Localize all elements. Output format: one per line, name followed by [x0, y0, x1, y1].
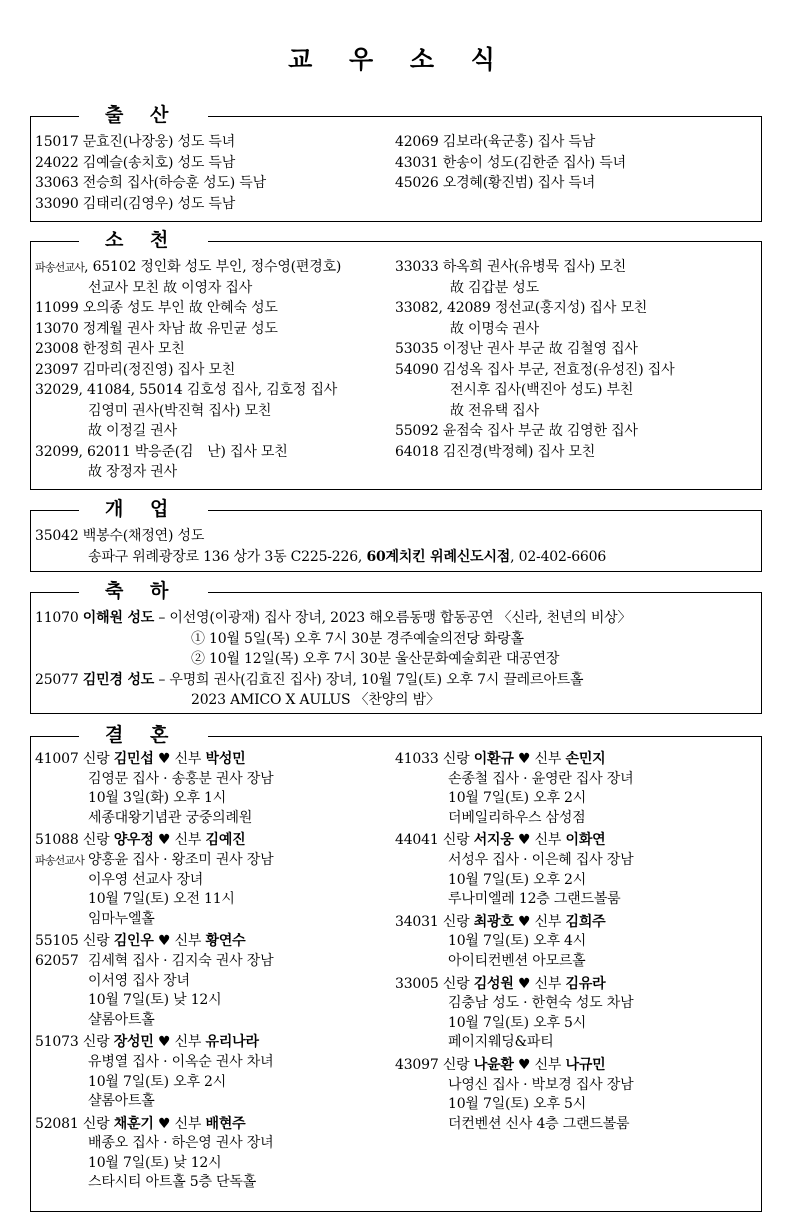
bride-label: 신부	[174, 1034, 202, 1051]
bride-label: 신부	[534, 751, 562, 767]
congrats-name: 김민경 성도	[82, 671, 155, 688]
groom-name: 김성원	[473, 975, 514, 992]
congrats-entry	[35, 608, 759, 629]
death-entry	[395, 442, 761, 463]
wedding-id: 55105	[35, 933, 79, 950]
birth-heading: 출 산	[79, 103, 208, 127]
wedding-detail-text: 김충남 성도 · 한현숙 성도 차남	[448, 995, 634, 1012]
bride-label: 신부	[534, 975, 562, 992]
groom-name: 나윤환	[473, 1056, 514, 1073]
birth-entry: 42069 김보라(육군홍) 집사 득남	[395, 134, 596, 150]
wedding-detail	[35, 1173, 395, 1193]
congrats-id: 11070	[35, 610, 83, 626]
congrats-column	[35, 608, 759, 711]
death-entry	[35, 339, 395, 360]
wedding-couple	[35, 1033, 395, 1053]
death-entry	[35, 278, 395, 299]
bride-name: 배현주	[205, 1115, 246, 1132]
wedding-detail-text: 더베일리하우스 삼성점	[448, 809, 586, 826]
bride-label: 신부	[174, 751, 202, 767]
wedding-detail	[35, 789, 395, 809]
death-entry-text: 64018 김진경(박정혜) 집사 모친	[395, 443, 596, 460]
wedding-detail	[35, 1092, 395, 1112]
wedding-detail	[35, 890, 395, 910]
business-heading: 개 업	[79, 497, 208, 521]
wedding-detail	[35, 1011, 395, 1031]
wedding-detail-text: 페이지웨딩&파티	[448, 1034, 554, 1051]
wedding-detail	[35, 910, 395, 930]
groom-label: 신랑	[82, 1115, 110, 1132]
groom-label: 신랑	[82, 751, 110, 767]
heart-icon: ♥	[157, 933, 171, 950]
business-address	[35, 547, 755, 568]
death-entry-text: 23097 김마리(정진영) 집사 모친	[35, 361, 236, 378]
wedding-couple	[35, 932, 395, 952]
bride-name: 유리나라	[205, 1034, 259, 1051]
wedding-couple	[395, 750, 761, 770]
groom-name: 최광호	[473, 913, 514, 930]
wedding-id: 52081	[35, 1115, 79, 1132]
death-entry	[35, 380, 395, 401]
groom-name: 서지웅	[473, 832, 514, 849]
congrats-text: – 우명희 권사(김효진 집사) 장녀, 10월 7일(토) 오후 7시 끌레르아트홀	[154, 671, 584, 688]
death-entry-text: 32029, 41084, 55014 김호성 집사, 김호정 집사	[35, 382, 338, 398]
wedding-detail	[35, 871, 395, 891]
wedding-id: 44041	[395, 832, 439, 849]
wedding-couple	[395, 1056, 761, 1076]
wedding-detail	[395, 851, 761, 871]
wedding-detail	[395, 1076, 761, 1096]
missionary-tag: 파송선교사	[35, 853, 85, 867]
heart-icon: ♥	[157, 1034, 171, 1051]
wedding-detail	[395, 952, 761, 972]
bride-name: 박성민	[205, 751, 246, 767]
heart-icon: ♥	[517, 975, 531, 992]
birth-entry: 43031 한송이 성도(김한준 집사) 득녀	[395, 154, 626, 171]
heart-icon: ♥	[517, 751, 531, 767]
death-entry-text: 故 장정자 권사	[88, 464, 177, 480]
groom-label: 신랑	[82, 1034, 110, 1051]
death-entry-text: 故 김갑분 성도	[450, 279, 539, 296]
wedding-couple	[395, 831, 761, 851]
wedding-detail-text: 양홍윤 집사 · 왕조미 권사 장남	[88, 851, 274, 868]
death-entry	[395, 298, 761, 319]
heart-icon: ♥	[157, 832, 171, 849]
bride-name: 김유라	[565, 975, 606, 992]
wedding-detail	[35, 1134, 395, 1154]
wedding-detail-text: 샬롬아트홀	[88, 1011, 155, 1028]
wedding-detail	[395, 789, 761, 809]
death-section	[30, 229, 762, 490]
wedding-detail	[395, 890, 761, 910]
death-entry-text: 故 전유택 집사	[450, 402, 539, 419]
wedding-detail	[395, 1014, 761, 1034]
heart-icon: ♥	[517, 832, 531, 849]
wedding-detail	[395, 809, 761, 829]
business-store-name: 60계치킨 위례신도시점	[366, 548, 511, 565]
birth-entry: 24022 김예슬(송치호) 성도 득남	[35, 154, 236, 171]
wedding-detail	[35, 1053, 395, 1073]
death-entry-text: 김영미 권사(박진혁 집사) 모친	[88, 402, 272, 419]
congrats-detail: 2023 AMICO X AULUS 〈찬양의 밤〉	[191, 692, 440, 708]
death-entry	[395, 360, 761, 381]
death-entry-text: 13070 정계월 권사 차남 故 유민균 성도	[35, 320, 278, 337]
bride-label: 신부	[174, 1115, 202, 1132]
heart-icon: ♥	[517, 913, 531, 930]
bride-name: 황연수	[205, 933, 246, 950]
wedding-entry	[395, 1056, 761, 1134]
wedding-detail-text: 10월 7일(토) 낮 12시	[88, 1154, 222, 1171]
death-entry-text: 故 이정길 권사	[88, 423, 177, 439]
wedding-detail-text: 유병열 집사 · 이옥순 권사 차녀	[88, 1053, 274, 1070]
wedding-detail	[395, 871, 761, 891]
death-entry-text: 23008 한정희 권사 모친	[35, 341, 185, 357]
wedding-detail	[35, 972, 395, 992]
death-entry	[395, 339, 761, 360]
wedding-detail-text: 10월 7일(토) 오후 2시	[448, 790, 587, 807]
wedding-section	[30, 724, 762, 1212]
page-title: 교 우 소 식	[288, 45, 509, 74]
congrats-id: 25077	[35, 671, 83, 688]
wedding-detail-text: 10월 7일(토) 오후 2시	[448, 871, 587, 888]
wedding-id: 62057	[35, 952, 79, 969]
bride-name: 나규민	[565, 1056, 606, 1073]
death-right-column	[395, 257, 761, 462]
wedding-detail	[35, 809, 395, 829]
wedding-entry	[35, 932, 395, 1030]
business-line: 35042 백봉수(채정연) 성도	[35, 528, 205, 544]
death-entry	[395, 278, 761, 299]
groom-label: 신랑	[442, 1056, 470, 1073]
groom-label: 신랑	[442, 751, 470, 767]
wedding-left-column	[35, 750, 395, 1196]
wedding-detail	[395, 1095, 761, 1115]
wedding-detail-text: 스타시티 아트홀 5층 단독홀	[88, 1174, 257, 1191]
death-entry-text: 11099 오의종 성도 부인 故 안혜숙 성도	[35, 300, 278, 316]
wedding-id: 33005	[395, 975, 439, 992]
wedding-detail-text: 10월 3일(화) 오후 1시	[88, 790, 227, 807]
wedding-detail-text: 서성우 집사 · 이은혜 집사 장남	[448, 851, 634, 868]
death-entry-text: , 65102 정인화 성도 부인, 정수영(편경호)	[84, 259, 342, 275]
groom-name: 김인우	[113, 933, 154, 950]
groom-name: 장성민	[113, 1034, 154, 1051]
groom-name: 채훈기	[113, 1115, 154, 1132]
groom-label: 신랑	[82, 933, 110, 950]
wedding-id: 43097	[395, 1056, 439, 1073]
wedding-detail-text: 샬롬아트홀	[88, 1093, 155, 1110]
death-entry	[35, 298, 395, 319]
death-entry	[35, 257, 395, 278]
death-entry	[35, 360, 395, 381]
death-entry	[35, 401, 395, 422]
wedding-detail-text: 10월 7일(토) 오전 11시	[88, 891, 235, 908]
death-entry-text: 전시후 집사(백진아 성도) 부친	[450, 382, 634, 398]
death-entry	[395, 257, 761, 278]
heart-icon: ♥	[517, 1056, 531, 1073]
wedding-detail	[35, 770, 395, 790]
bride-label: 신부	[174, 832, 202, 849]
bride-name: 김예진	[205, 832, 246, 849]
wedding-id: 51073	[35, 1034, 79, 1051]
congrats-detail: ① 10월 5일(목) 오후 7시 30분 경주예술의전당 화랑홀	[191, 630, 524, 647]
wedding-entry	[395, 975, 761, 1053]
wedding-detail-text: 10월 7일(토) 낮 12시	[88, 992, 222, 1009]
death-heading: 소 천	[79, 228, 208, 252]
wedding-couple	[395, 913, 761, 933]
wedding-entry	[395, 913, 761, 972]
congrats-heading: 축 하	[79, 579, 208, 603]
bride-label: 신부	[534, 1056, 562, 1073]
business-section	[30, 498, 762, 572]
bride-name: 김희주	[565, 913, 606, 930]
birth-entry: 33063 전승희 집사(하승훈 성도) 득남	[35, 175, 266, 191]
wedding-detail-text: 루나미엘레 12층 그랜드볼룸	[448, 891, 621, 908]
bride-name: 손민지	[565, 751, 606, 767]
birth-entry: 15017 문효진(나장웅) 성도 득녀	[35, 134, 236, 150]
wedding-right-column	[395, 750, 761, 1137]
business-column	[35, 526, 755, 567]
wedding-heading: 결 혼	[79, 723, 208, 747]
death-entry	[35, 421, 395, 442]
wedding-entry	[395, 831, 761, 909]
bride-label: 신부	[174, 933, 202, 950]
groom-label: 신랑	[442, 975, 470, 992]
wedding-detail-text: 김세혁 집사 · 김지숙 권사 장남	[88, 952, 274, 969]
wedding-detail	[395, 770, 761, 790]
birth-right-column	[395, 132, 761, 194]
congrats-detail: ② 10월 12일(목) 오후 7시 30분 울산문화예술회관 대공연장	[191, 651, 560, 667]
death-entry-text: 53035 이정난 권사 부군 故 김철영 집사	[395, 341, 638, 357]
death-entry-text: 54090 김성옥 집사 부군, 전효정(유성진) 집사	[395, 361, 675, 378]
wedding-couple	[35, 750, 395, 770]
groom-name: 김민섭	[113, 751, 154, 767]
wedding-detail-text: 아이티컨벤션 아모르홀	[448, 952, 586, 969]
business-phone: , 02-402-6606	[510, 548, 607, 565]
wedding-detail-text: 임마누엘홀	[88, 910, 155, 927]
death-entry-text: 33033 하옥희 권사(유병묵 집사) 모친	[395, 259, 626, 275]
wedding-id: 51088	[35, 832, 79, 849]
wedding-detail	[395, 932, 761, 952]
wedding-detail-text: 10월 7일(토) 오후 5시	[448, 1096, 587, 1113]
death-entry	[35, 462, 395, 483]
wedding-detail-text: 나영신 집사 · 박보경 집사 장남	[448, 1076, 634, 1093]
death-entry-text: 선교사 모친 故 이영자 집사	[88, 279, 253, 296]
wedding-detail-text: 이서영 집사 장녀	[88, 972, 190, 989]
wedding-detail-text: 10월 7일(토) 오후 2시	[88, 1073, 227, 1090]
death-entry	[395, 380, 761, 401]
wedding-detail	[35, 1154, 395, 1174]
congrats-section	[30, 580, 762, 714]
wedding-detail-text: 10월 7일(토) 오후 4시	[448, 933, 587, 950]
wedding-couple	[395, 975, 761, 995]
groom-name: 이환규	[473, 751, 514, 767]
congrats-text: – 이선영(이광재) 집사 장녀, 2023 해오름동맹 합동공연 〈신라, 천년의 비상〉	[154, 610, 632, 626]
birth-section	[30, 104, 762, 222]
wedding-id: 41007	[35, 751, 79, 767]
congrats-name: 이해원 성도	[82, 610, 155, 626]
groom-label: 신랑	[82, 832, 110, 849]
death-entry-text: 33082, 42089 정선교(홍지성) 집사 모친	[395, 300, 648, 316]
wedding-couple	[35, 1115, 395, 1135]
wedding-detail	[395, 994, 761, 1014]
missionary-tag: 파송선교사	[35, 261, 85, 274]
groom-label: 신랑	[442, 832, 470, 849]
wedding-detail-text: 손종철 집사 · 윤영란 집사 장녀	[448, 770, 634, 787]
bride-label: 신부	[534, 913, 562, 930]
wedding-entry	[35, 1115, 395, 1193]
death-entry-text: 55092 윤점숙 집사 부군 故 김영한 집사	[395, 423, 638, 439]
bride-name: 이화연	[565, 832, 606, 849]
wedding-couple	[35, 831, 395, 851]
birth-entry: 33090 김태리(김영우) 성도 득남	[35, 195, 236, 212]
wedding-entry	[395, 750, 761, 828]
wedding-detail-text: 더컨벤션 신사 4층 그랜드볼룸	[448, 1115, 630, 1132]
wedding-detail-text: 10월 7일(토) 오후 5시	[448, 1014, 587, 1031]
congrats-entry	[35, 670, 759, 691]
wedding-detail-text: 이우영 선교사 장녀	[88, 871, 204, 888]
wedding-entry	[35, 750, 395, 828]
death-entry	[395, 319, 761, 340]
wedding-entry	[35, 1033, 395, 1111]
business-address-text: 송파구 위례광장로 136 상가 3동 C225-226,	[88, 548, 367, 565]
wedding-detail-text: 김영문 집사 · 송홍분 권사 장남	[88, 770, 274, 787]
birth-entry: 45026 오경혜(황진범) 집사 득녀	[395, 175, 596, 191]
death-left-column	[35, 257, 395, 483]
wedding-detail-text: 배종오 집사 · 하은영 권사 장녀	[88, 1135, 274, 1152]
wedding-detail	[35, 851, 395, 871]
death-entry	[35, 442, 395, 463]
wedding-detail	[395, 1115, 761, 1135]
wedding-detail-text: 세종대왕기념관 궁중의례원	[88, 809, 253, 826]
death-entry	[35, 319, 395, 340]
wedding-detail	[395, 1033, 761, 1053]
wedding-id: 41033	[395, 751, 439, 767]
death-entry-text: 32099, 62011 박응준(김 난) 집사 모친	[35, 443, 288, 460]
heart-icon: ♥	[157, 1115, 171, 1132]
bride-label: 신부	[534, 832, 562, 849]
wedding-id: 34031	[395, 913, 439, 930]
groom-name: 양우정	[113, 832, 154, 849]
wedding-entry	[35, 831, 395, 929]
wedding-detail	[35, 1073, 395, 1093]
heart-icon: ♥	[157, 751, 171, 767]
death-entry-text: 故 이명숙 권사	[450, 320, 539, 337]
death-entry	[395, 401, 761, 422]
death-entry	[395, 421, 761, 442]
wedding-detail	[35, 991, 395, 1011]
groom-label: 신랑	[442, 913, 470, 930]
birth-left-column	[35, 132, 395, 214]
wedding-detail	[35, 952, 395, 972]
